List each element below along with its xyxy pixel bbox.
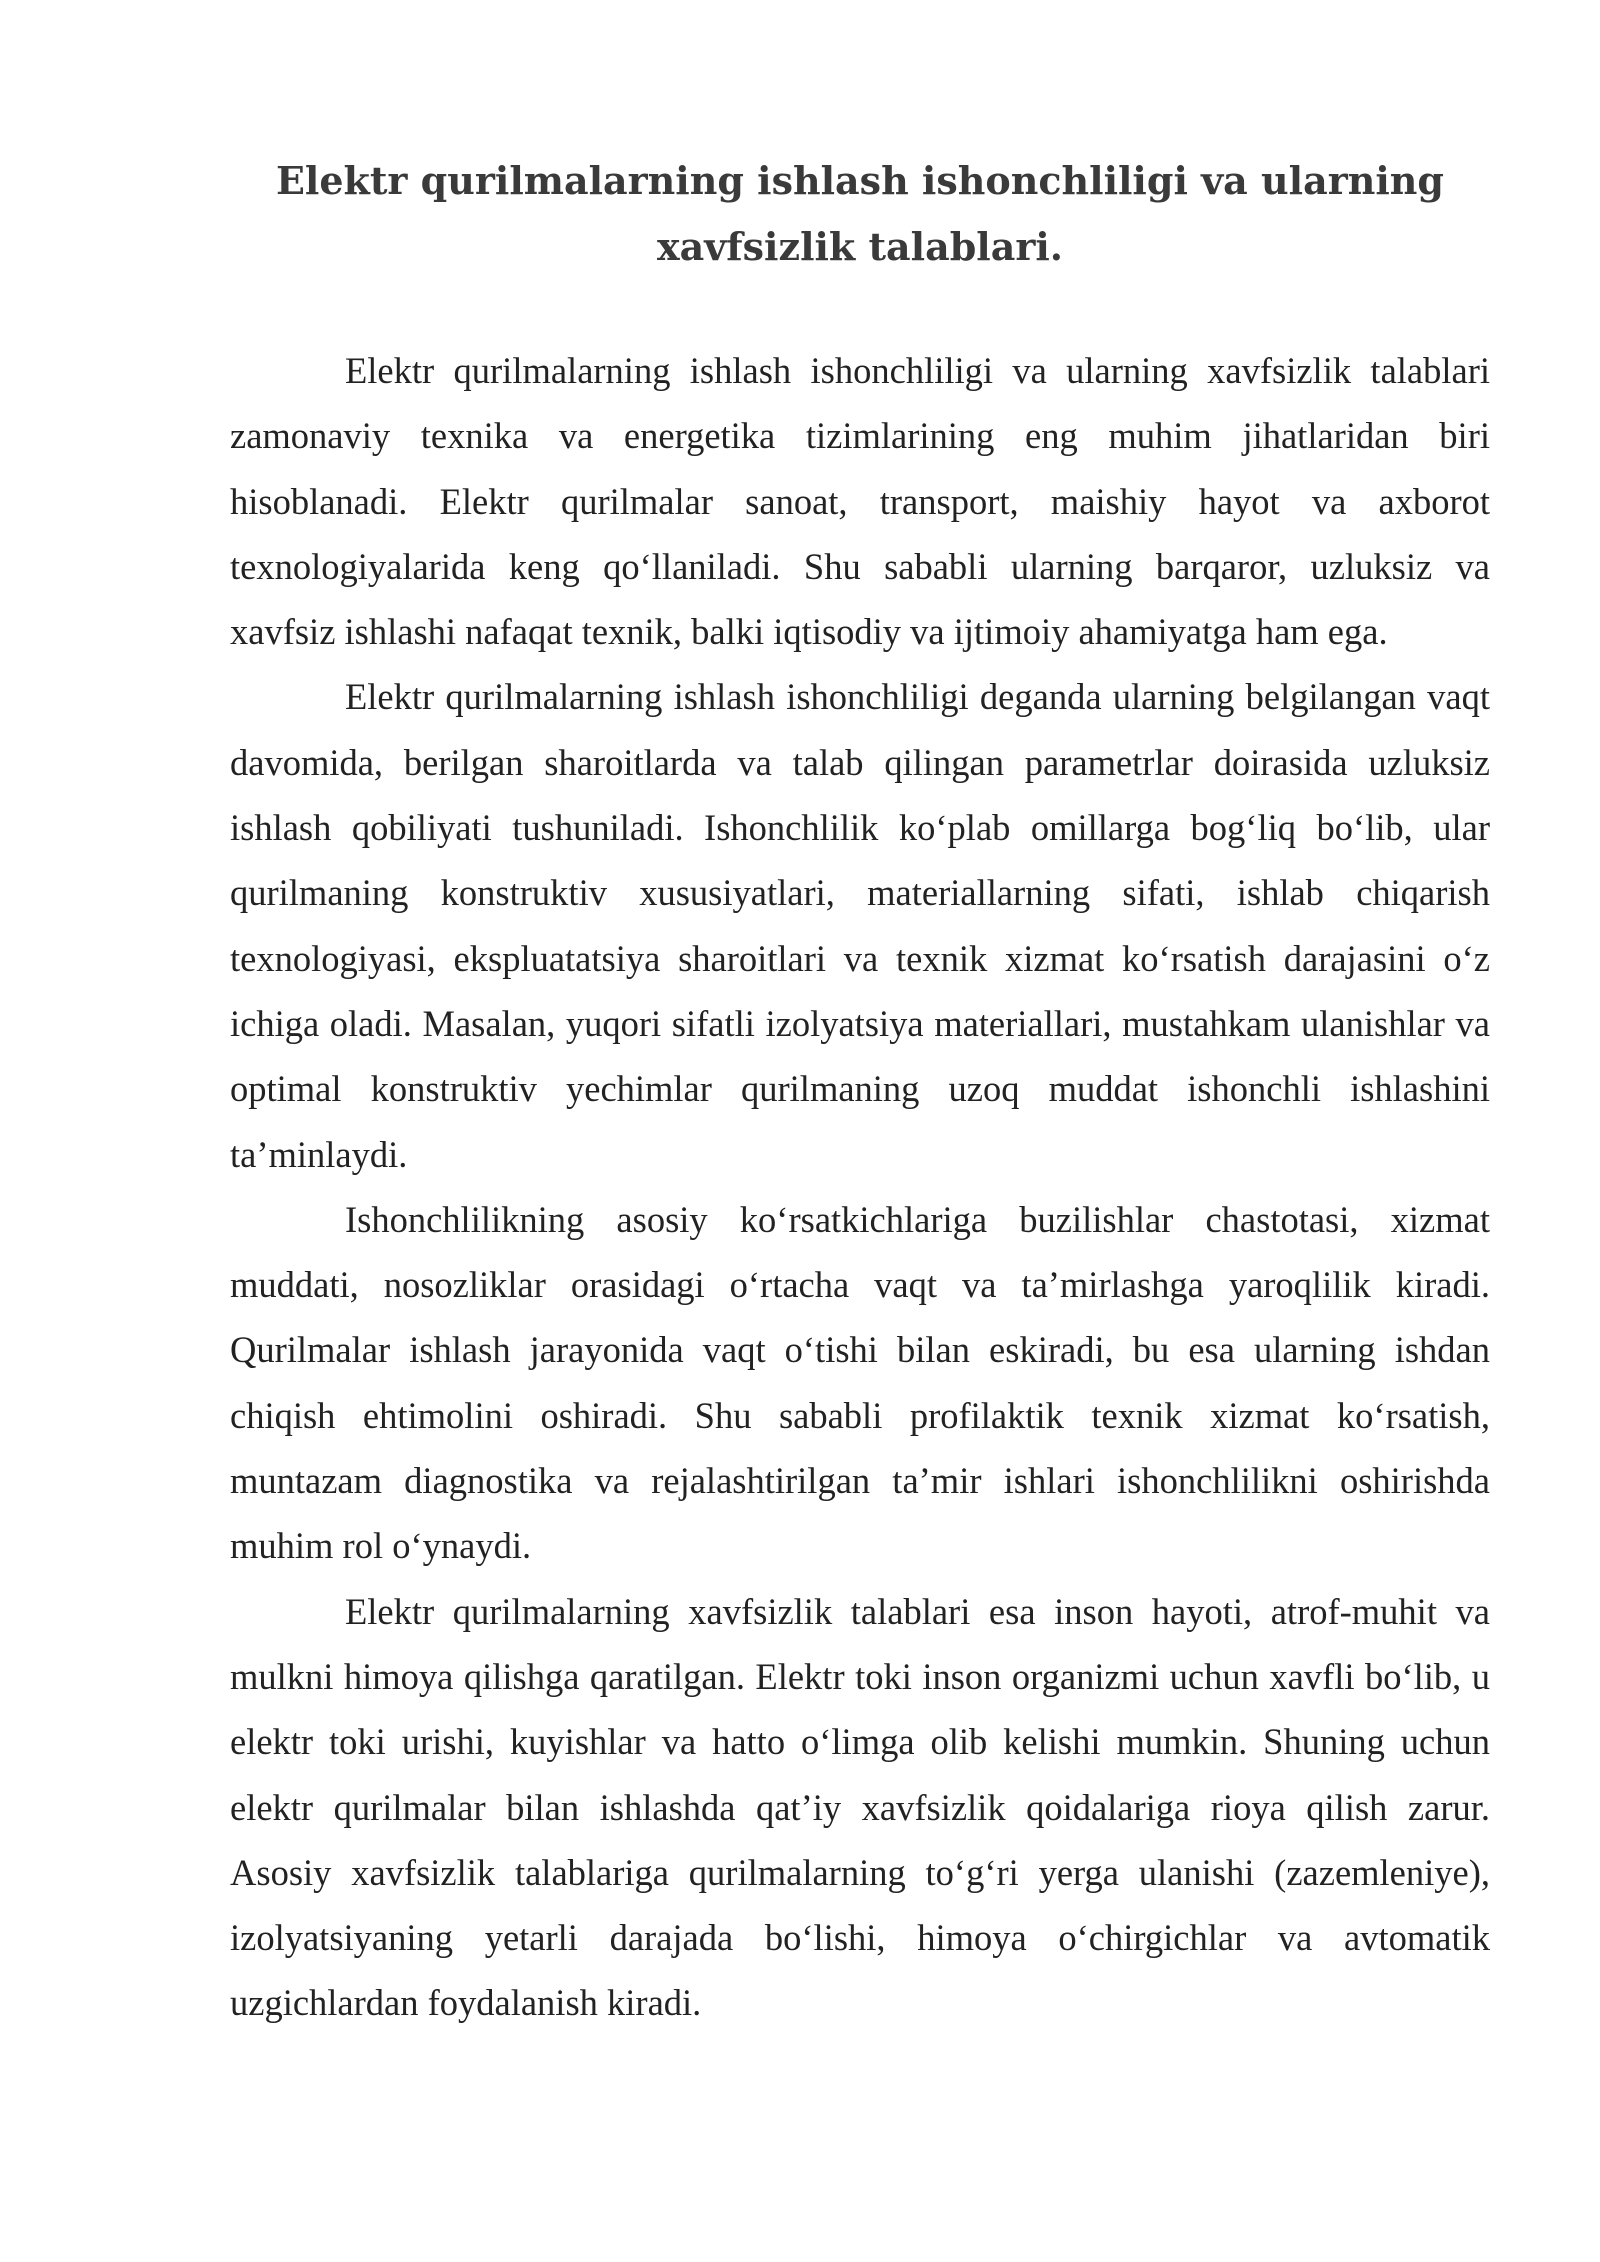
paragraph-2: Elektr qurilmalarning ishlash ishonchliligi deganda ularning belgilangan vaqt davomida, berilgan sharoitlarda va talab qilingan parametrlar doirasida uzluksiz ishlash qobiliyati tushuniladi. Ishonchlilik ko‘plab omillarga bog‘liq bo‘lib, ular qurilmaning konstruktiv xususiyatlari, materiallarning sifati, ishlab chiqarish texnologiyasi, ekspluatatsiya sharoitlari va texnik xizmat ko‘rsatish darajasini o‘z ichiga oladi. Masalan, yuqori sifatli izolyatsiya materiallari, mustahkam ulanishlar va optimal konstruktiv yechimlar qurilmaning uzoq muddat ishonchli ishlashini ta’minlaydi. xyxy=(230,676,1490,1175)
document-title: Elektr qurilmalarning ishlash ishonchliligi va ularning xavfsizlik talablari. xyxy=(275,158,1445,269)
paragraph-1: Elektr qurilmalarning ishlash ishonchliligi va ularning xavfsizlik talablari zamonaviy texnika va energetika tizimlarining eng muhim jihatlaridan biri hisoblanadi. Elektr qurilmalar sanoat, transport, maishiy hayot va axborot texnologiyalarida keng qo‘llaniladi. Shu sababli ularning barqaror, uzluksiz va xavfsiz ishlashi nafaqat texnik, balki iqtisodiy va ijtimoiy ahamiyatga ham ega. xyxy=(230,350,1490,653)
document-body xyxy=(230,338,1490,2036)
paragraph-3: Ishonchlilikning asosiy ko‘rsatkichlariga buzilishlar chastotasi, xizmat muddati, nosozliklar orasidagi o‘rtacha vaqt va ta’mirlashga yaroqlilik kiradi. Qurilmalar ishlash jarayonida vaqt o‘tishi bilan eskiradi, bu esa ularning ishdan chiqish ehtimolini oshiradi. Shu sababli profilaktik texnik xizmat ko‘rsatish, muntazam diagnostika va rejalashtirilgan ta’mir ishlari ishonchlilikni oshirishda muhim rol o‘ynaydi. xyxy=(230,1198,1490,1567)
paragraph-4: Elektr qurilmalarning xavfsizlik talablari esa inson hayoti, atrof-muhit va mulkni himoya qilishga qaratilgan. Elektr toki inson organizmi uchun xavfli bo‘lib, u elektr toki urishi, kuyishlar va hatto o‘limga olib kelishi mumkin. Shuning uchun elektr qurilmalar bilan ishlashda qat’iy xavfsizlik qoidalariga rioya qilish zarur. Asosiy xavfsizlik talablariga qurilmalarning to‘g‘ri yerga ulanishi (zazemleniye), izolyatsiyaning yetarli darajada bo‘lishi, himoya o‘chirgichlar va avtomatik uzgichlardan foydalanish kiradi. xyxy=(230,1590,1490,2024)
